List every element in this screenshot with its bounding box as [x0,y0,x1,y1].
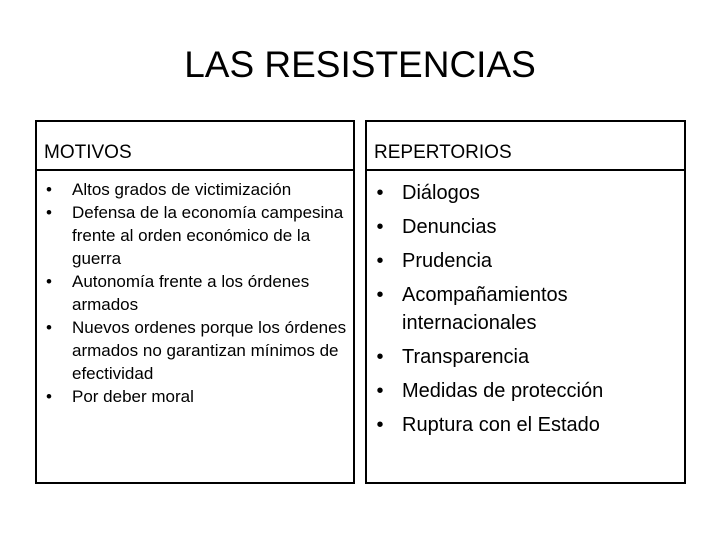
list-item-text: Denuncias [402,216,497,238]
motivos-column [35,120,355,484]
bullet-icon: • [376,380,384,402]
list-item-text: Por deber moral [72,387,194,406]
repertorios-header: REPERTORIOS [374,141,512,163]
list-item-text: Defensa de la economía campesina frente al orden económico de la guerra [72,203,344,268]
repertorios-body-cell [365,170,686,484]
list-item [374,377,678,405]
slide-title: LAS RESISTENCIAS [184,44,536,85]
list-item-text: Acompañamientos internacionales [402,284,568,334]
list-item-text: Diálogos [402,182,480,204]
bullet-icon: • [46,272,52,291]
motivos-body-cell [35,170,355,484]
bullet-icon: • [46,180,52,199]
bullet-icon: • [46,203,52,222]
list-item-text: Nuevos ordenes porque los órdenes armados no garantizan mínimos de efectividad [72,318,347,383]
repertorios-header-cell [365,120,686,170]
list-item [374,281,678,337]
bullet-icon: • [46,318,52,337]
list-item [43,316,347,385]
list-item-text: Prudencia [402,250,493,272]
bullet-icon: • [46,387,52,406]
list-item-text: Autonomía frente a los órdenes armados [72,272,310,314]
list-item [43,385,347,408]
repertorios-column [365,120,686,484]
list-item [43,178,347,201]
bullet-icon: • [376,182,384,204]
motivos-list [37,171,353,408]
repertorios-list [367,171,684,439]
bullet-icon: • [376,284,384,306]
bullet-icon: • [376,414,384,436]
bullet-icon: • [376,250,384,272]
bullet-icon: • [376,216,384,238]
list-item-text: Medidas de protección [402,380,604,402]
list-item [374,411,678,439]
list-item [374,343,678,371]
motivos-header-cell [35,120,355,170]
list-item [43,201,347,270]
list-item-text: Transparencia [402,346,530,368]
motivos-header: MOTIVOS [44,141,132,163]
list-item-text: Ruptura con el Estado [402,414,600,436]
bullet-icon: • [376,346,384,368]
list-item [43,270,347,316]
list-item [374,179,678,207]
list-item [374,213,678,241]
list-item-text: Altos grados de victimización [72,180,292,199]
list-item [374,247,678,275]
